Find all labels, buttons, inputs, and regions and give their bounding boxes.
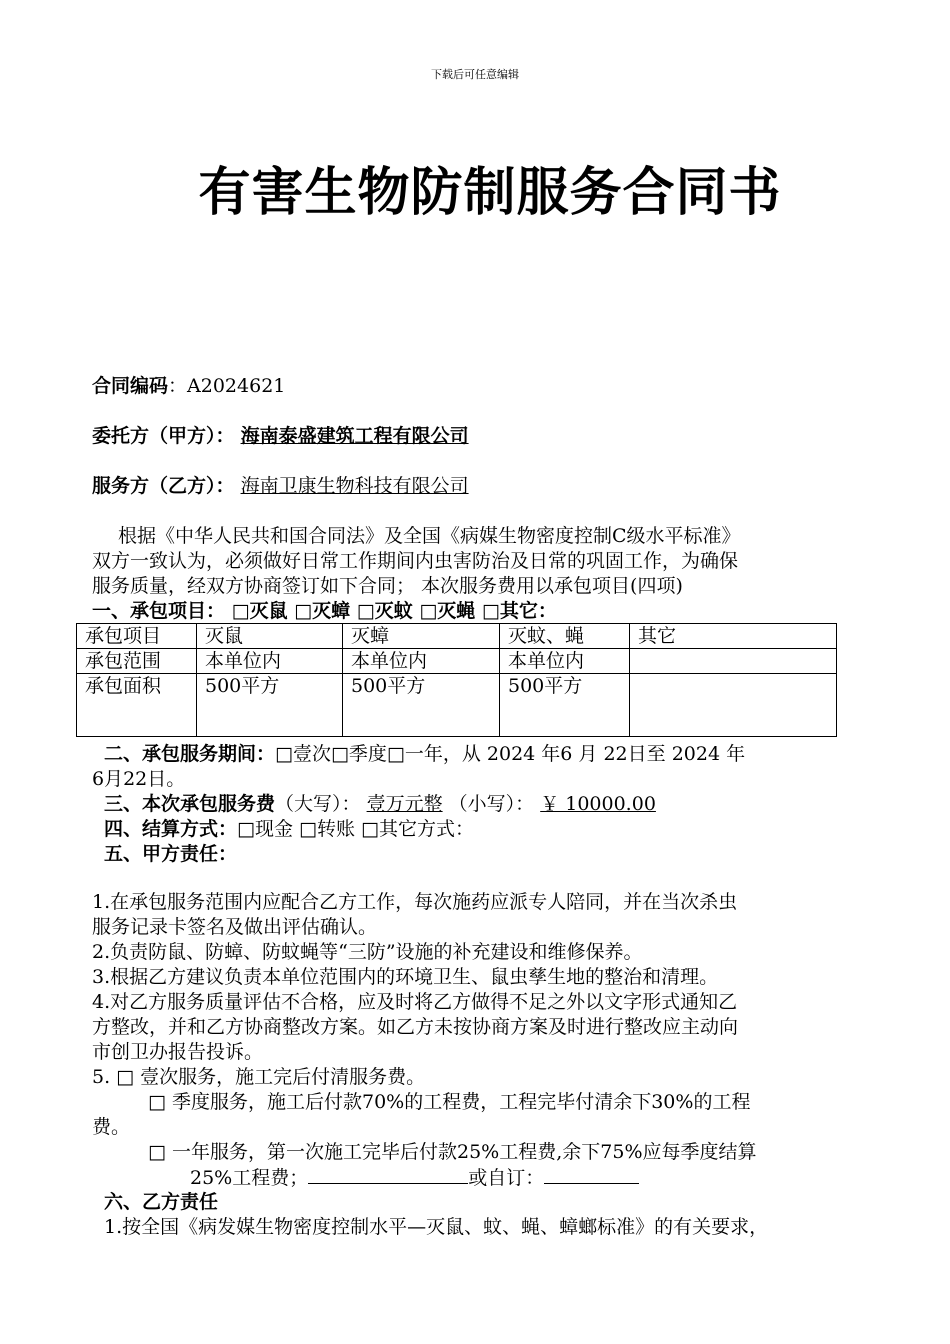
duty-line: 1.按全国《病发媒生物密度控制水平—灭鼠、蚊、蝇、蟑螂标准》的有关要求， bbox=[104, 1216, 769, 1238]
document-title: 有害生物防制服务合同书 bbox=[198, 163, 782, 223]
duty-line: 费。 bbox=[92, 1116, 131, 1138]
intro-line: 双方一致认为，必须做好日常工作期间内虫害防治及日常的巩固工作，为确保 bbox=[92, 550, 739, 572]
party-a-row bbox=[92, 424, 469, 448]
table-cell: 500平方 bbox=[197, 674, 343, 737]
table-cell: 承包面积 bbox=[77, 674, 197, 737]
intro-line: 根据《中华人民共和国合同法》及全国《病媒生物密度控制C级水平标准》 bbox=[118, 525, 741, 547]
service-period-value: □壹次□季度□一年，从 2024 年6 月 22日至 2024 年 bbox=[275, 743, 746, 765]
party-b-row bbox=[92, 474, 469, 498]
service-fee-label: 三、本次承包服务费 bbox=[104, 793, 276, 815]
table-cell: 承包范围 bbox=[77, 649, 197, 674]
table-row bbox=[77, 674, 837, 737]
table-cell: 其它 bbox=[630, 624, 837, 649]
table-cell: 500平方 bbox=[343, 674, 500, 737]
fee-upper-label: （大写）： bbox=[275, 793, 361, 815]
fee-lower-value: ￥ 10000.00 bbox=[540, 793, 656, 815]
table-cell: 灭蟑 bbox=[343, 624, 500, 649]
table-cell: 承包项目 bbox=[77, 624, 197, 649]
service-period-label: 二、承包服务期间： bbox=[104, 743, 276, 765]
duty-line: 2.负责防鼠、防蟑、防蚊蝇等“三防”设施的补充建设和维修保养。 bbox=[92, 941, 643, 963]
payment-method-label: 四、结算方式： bbox=[104, 818, 238, 840]
table-row bbox=[77, 649, 837, 674]
custom-label: 或自订： bbox=[468, 1167, 545, 1189]
party-a-duties-heading: 五、甲方责任： bbox=[104, 843, 238, 865]
duty-line: □ 一年服务，第一次施工完毕后付款25%工程费,余下75%应每季度结算 bbox=[148, 1141, 757, 1163]
table-cell: 本单位内 bbox=[500, 649, 630, 674]
duty-line: 1.在承包服务范围内应配合乙方工作，每次施药应派专人陪同，并在当次杀虫 bbox=[92, 891, 738, 913]
table-cell: 灭蚊、蝇 bbox=[500, 624, 630, 649]
fee-upper-value: 壹万元整 bbox=[366, 793, 443, 815]
service-fee-row bbox=[104, 792, 686, 816]
party-a-value: 海南泰盛建筑工程有限公司 bbox=[240, 425, 469, 447]
payment-method-row bbox=[104, 817, 474, 841]
duty-line: 5. □ 壹次服务，施工完后付清服务费。 bbox=[92, 1066, 426, 1088]
contract-number-label: 合同编码 bbox=[92, 375, 169, 397]
blank-field bbox=[308, 1165, 468, 1184]
contract-number-value: A2024621 bbox=[187, 375, 286, 397]
duty-line: 市创卫办报告投诉。 bbox=[92, 1041, 264, 1063]
party-a-label: 委托方（甲方）： bbox=[92, 425, 235, 447]
service-period-end: 6月22日。 bbox=[92, 768, 186, 790]
duty-line: □ 季度服务，施工后付款70%的工程费，工程完毕付清余下30%的工程 bbox=[148, 1091, 751, 1113]
contract-number-sep: ： bbox=[168, 375, 188, 397]
duty-line-custom bbox=[190, 1165, 639, 1190]
payment-method-options: □现金 □转账 □其它方式： bbox=[237, 818, 474, 840]
header-note: 下载后可任意编辑 bbox=[431, 68, 519, 81]
intro-line: 服务质量，经双方协商签订如下合同； 本次服务费用以承包项目(四项) bbox=[92, 575, 683, 597]
table-cell: 500平方 bbox=[500, 674, 630, 737]
party-b-value: 海南卫康生物科技有限公司 bbox=[240, 475, 469, 497]
service-period-row bbox=[104, 742, 745, 766]
contract-items-table bbox=[76, 623, 837, 737]
duty-line: 3.根据乙方建议负责本单位范围内的环境卫生、鼠虫孳生地的整治和清理。 bbox=[92, 966, 719, 988]
duty-line: 服务记录卡签名及做出评估确认。 bbox=[92, 916, 378, 938]
table-cell bbox=[630, 674, 837, 737]
contract-number-row bbox=[92, 374, 285, 398]
duty-line-text: 25%工程费； bbox=[190, 1167, 309, 1189]
fee-lower-label: （小写）： bbox=[448, 793, 535, 815]
table-cell bbox=[630, 649, 837, 674]
table-row bbox=[77, 624, 837, 649]
table-cell: 本单位内 bbox=[343, 649, 500, 674]
blank-field bbox=[544, 1165, 639, 1184]
table-cell: 本单位内 bbox=[197, 649, 343, 674]
table-cell: 灭鼠 bbox=[197, 624, 343, 649]
section-contract-items: 一、承包项目： □灭鼠 □灭蟑 □灭蚊 □灭蝇 □其它： bbox=[92, 600, 557, 622]
party-b-duties-heading: 六、乙方责任 bbox=[104, 1191, 219, 1213]
party-b-label: 服务方（乙方）： bbox=[92, 475, 235, 497]
duty-line: 方整改，并和乙方协商整改方案。如乙方未按协商方案及时进行整改应主动向 bbox=[92, 1016, 739, 1038]
duty-line: 4.对乙方服务质量评估不合格，应及时将乙方做得不足之外以文字形式通知乙 bbox=[92, 991, 738, 1013]
